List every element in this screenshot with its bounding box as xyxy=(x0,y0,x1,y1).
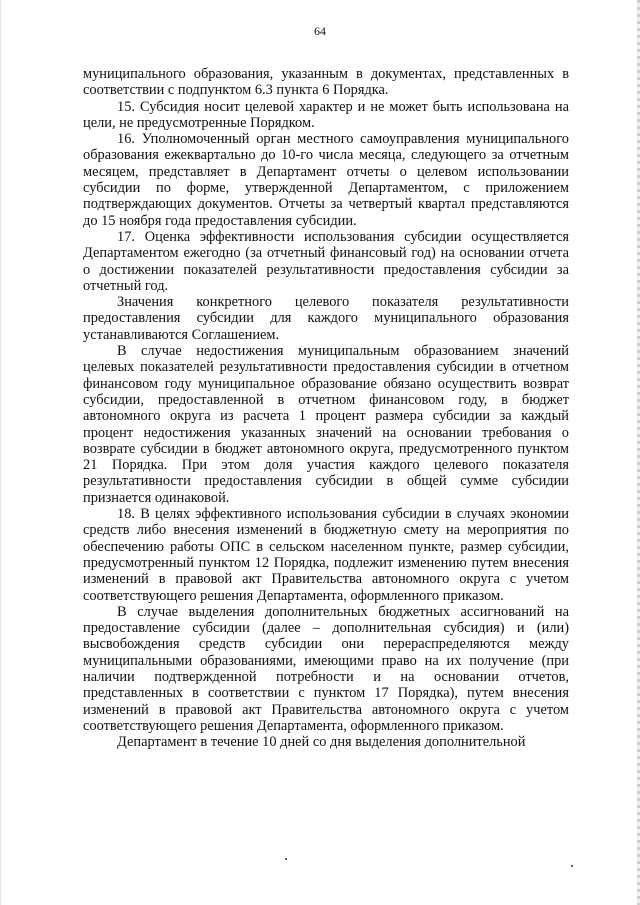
paragraph-16: 16. Уполномоченный орган местного самоуправления муниципального образования ежеквартально до 10-го числа месяца, следующего за отчетным месяцем, представляет в Департамент отчеты о целевом использовании субсидии по форме, утвержденной Департаментом, с приложением подтверждающих документов. Отчеты за четвертый квартал представляются до 15 ноября года предоставления субсидии. xyxy=(83,131,569,229)
paragraph-continuation: муниципального образования, указанным в документах, представленных в соответствии с подпунктом 6.3 пункта 6 Порядка. xyxy=(83,66,569,99)
paragraph-18-additional-subsidy: В случае выделения дополнительных бюджетных ассигнований на предоставление субсидии (далее – дополнительная субсидия) и (или) высвобождения средств субсидии они перераспределяются между муниципальными образованиями, имеющими право на их получение (при наличии подтвержденной потребности и на основании отчетов, представленных в соответствии с пунктом 17 Порядка), путем внесения изменений в правовой акт Правительства автономного округа с учетом соответствующего решения Департамента, оформленного приказом. xyxy=(83,603,569,734)
scan-speck xyxy=(571,865,573,867)
scan-edge-left xyxy=(0,0,1,905)
paragraph-18-department-deadline: Департамент в течение 10 дней со дня выделения дополнительной xyxy=(117,734,526,751)
scan-speck xyxy=(285,858,287,860)
paragraph-15: 15. Субсидия носит целевой характер и не может быть использована на цели, не предусмотренные Порядком. xyxy=(83,98,569,131)
page-number: 64 xyxy=(314,24,326,38)
paragraph-18: 18. В целях эффективного использования субсидии в случаях экономии средств либо внесения изменений в бюджетную смету на мероприятия по обеспечению работы ОПС в сельском населенном пункте, размер субсидии, предусмотренный пунктом 12 Порядка, подлежит изменению путем внесения изменений в правовой акт Правительства автономного округа с учетом соответствующего решения Департамента, оформленного приказом. xyxy=(83,506,569,604)
paragraph-17-refund: В случае недостижения муниципальным образованием значений целевых показателей результативности предоставления субсидии в отчетном финансовом году муниципальное образование обязано осуществить возврат субсидии, предоставленной в отчетном финансовом году, в бюджет автономного округа из расчета 1 процент размера субсидии за каждый процент недостижения указанных значений на основании требования о возврате субсидии в бюджет автономного округа, предусмотренного пунктом 21 Порядка. При этом доля участия каждого целевого показателя результативности предоставления субсидии в общей сумме субсидии признается одинаковой. xyxy=(83,343,569,506)
paragraph-17-target-values: Значения конкретного целевого показателя результативности предоставления субсидии для каждого муниципального образования устанавливаются Соглашением. xyxy=(83,294,569,343)
body-text xyxy=(83,66,569,750)
paragraph-17: 17. Оценка эффективности использования субсидии осуществляется Департаментом ежегодно (за отчетный финансовый год) на основании отчета о достижении показателей результативности предоставления субсидии за отчетный год. xyxy=(83,228,569,294)
